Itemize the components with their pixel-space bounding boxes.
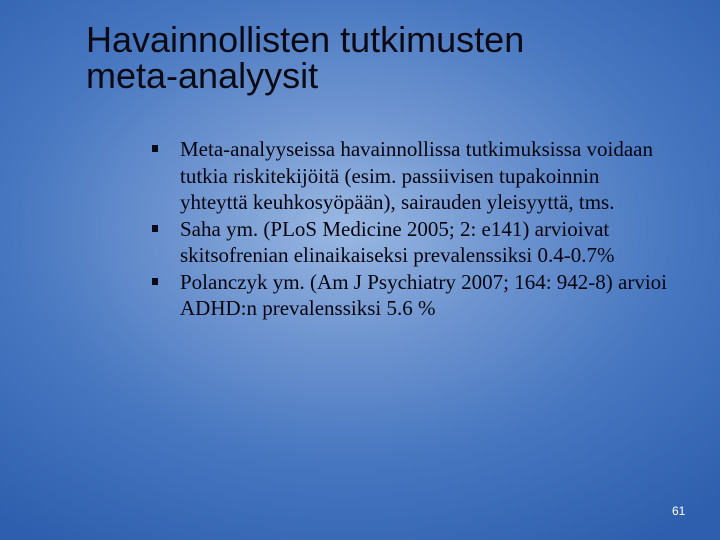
square-bullet-icon (152, 278, 158, 285)
slide-number: 61 (672, 504, 686, 518)
bullet-list (152, 136, 672, 322)
bullet-text: Saha ym. (PLoS Medicine 2005; 2: e141) arvioivat skitsofrenian elinaikaiseksi prevalenssiksi 0.4-0.7% (180, 216, 615, 267)
bullet-item (152, 136, 672, 216)
slide-title-line-1: Havainnollisten tutkimusten (86, 19, 525, 60)
square-bullet-icon (152, 145, 158, 152)
slide-title-line-2: meta-analyysit (86, 55, 319, 96)
bullet-text: Polanczyk ym. (Am J Psychiatry 2007; 164: 942-8) arvioi ADHD:n prevalenssiksi 5.6 % (180, 269, 668, 320)
bullet-text: Meta-analyyseissa havainnollissa tutkimuksissa voidaan tutkia riskitekijöitä (esim. passiivisen tupakoinnin yhteyttä keuhkosyöpään), sairauden yleisyyttä, tms. (180, 137, 653, 214)
square-bullet-icon (152, 225, 158, 232)
bullet-item (152, 269, 672, 322)
bullet-item (152, 216, 672, 269)
slide-title (86, 19, 686, 96)
